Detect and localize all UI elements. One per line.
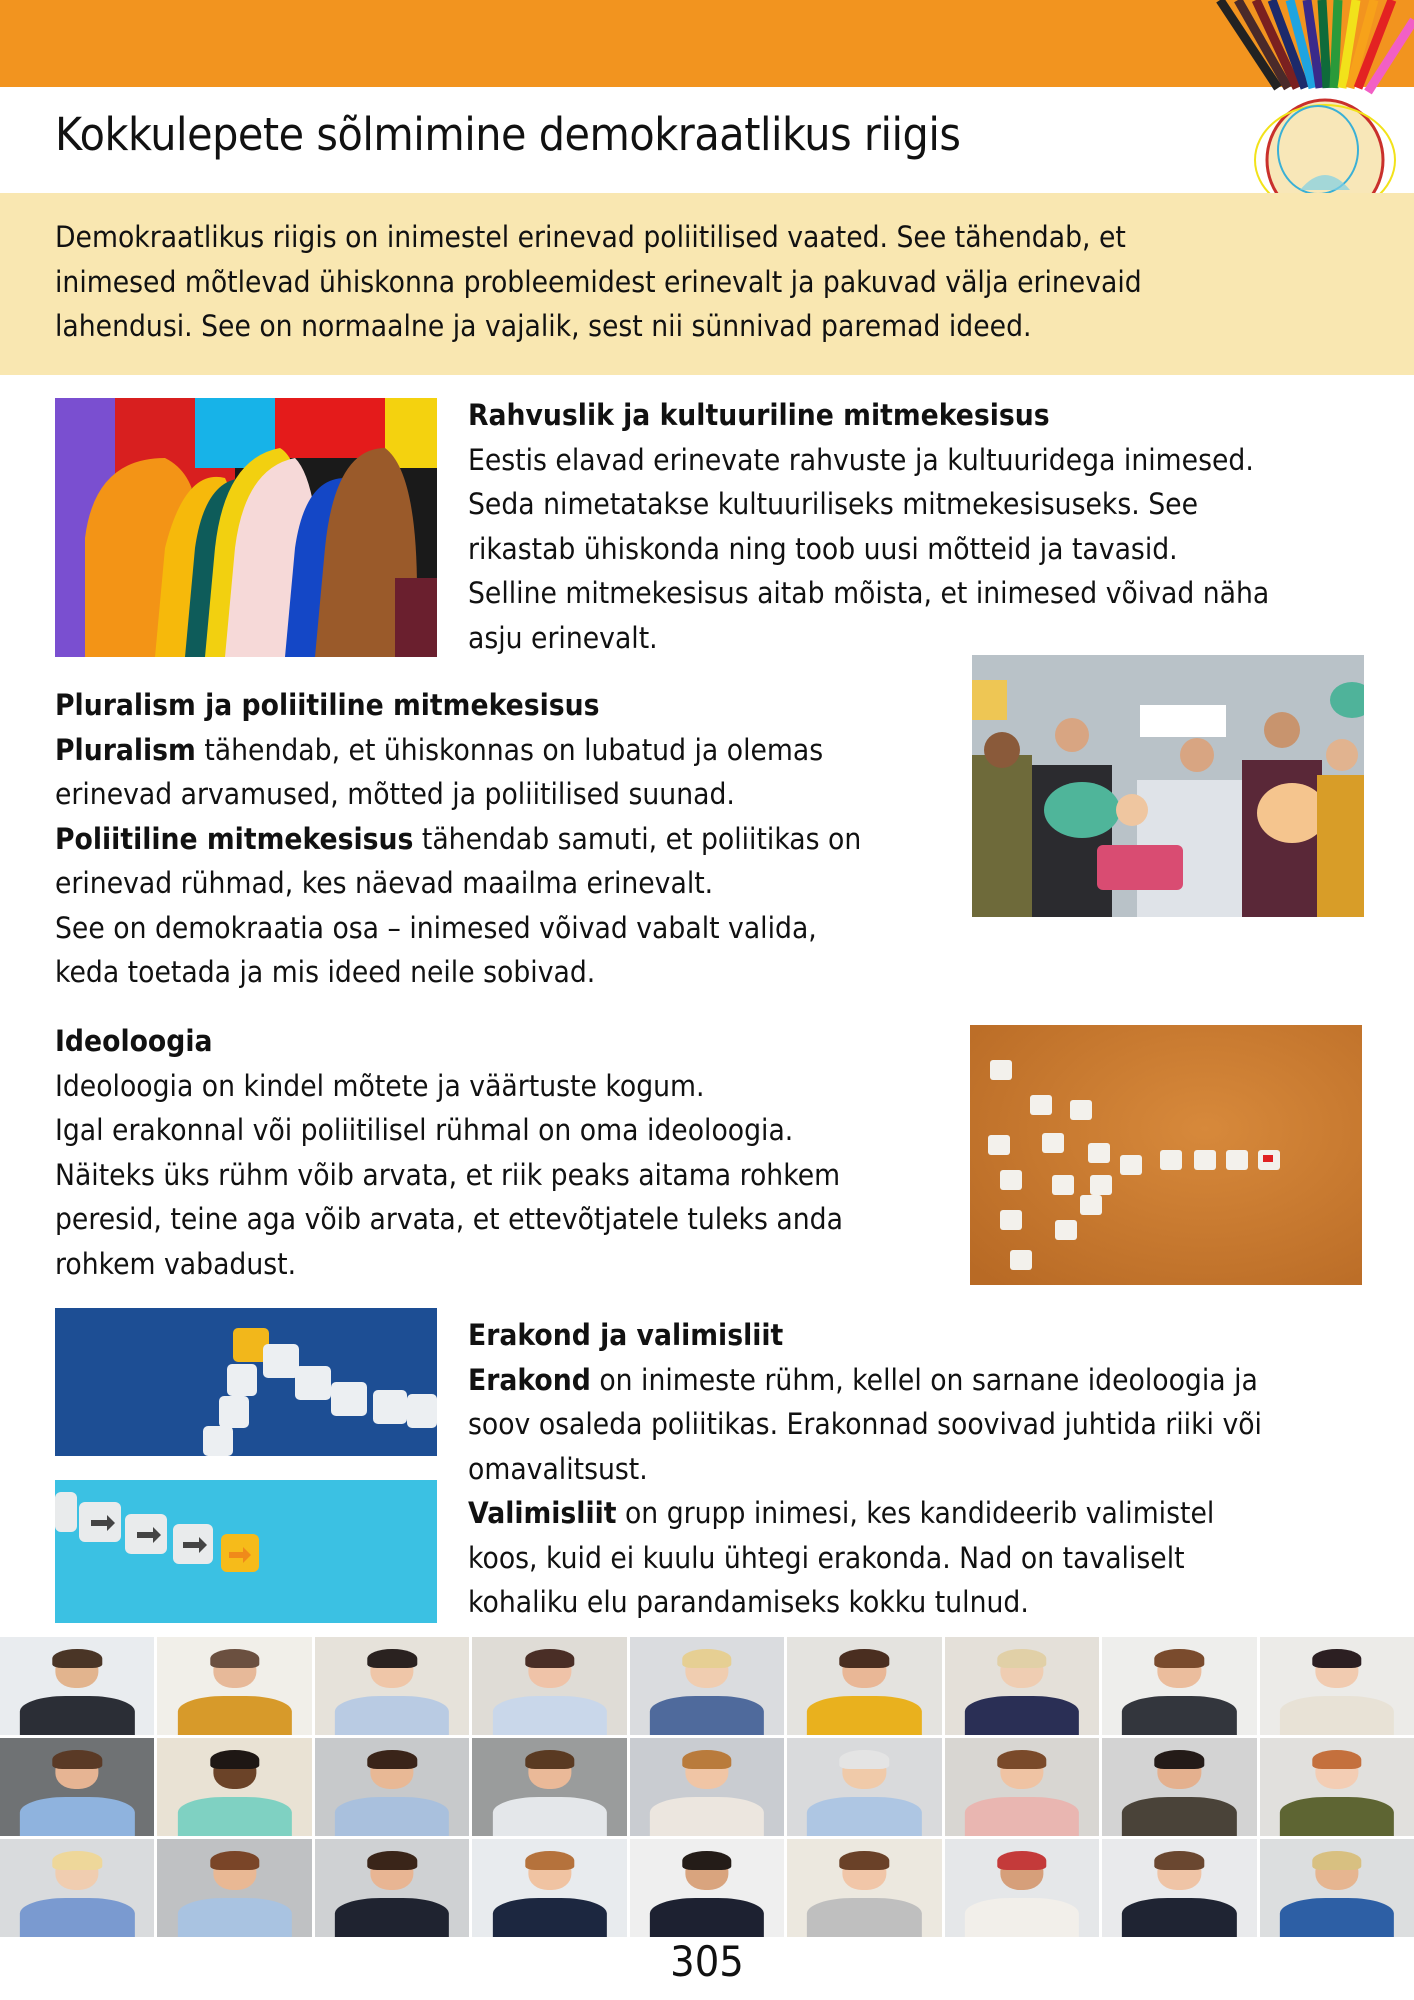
text-line: erinevad arvamused, mõtted ja poliitilised suunad.: [55, 777, 735, 811]
ideology-image: [970, 1025, 1362, 1285]
section-diversity: [468, 393, 1269, 660]
text-line: on inimeste rühm, kellel on sarnane ideoloogia ja: [590, 1362, 1258, 1397]
portrait-tile: [630, 1738, 784, 1836]
portrait-tile: [472, 1637, 626, 1735]
text-line: rohkem vabadust.: [55, 1246, 297, 1281]
text-line: kohaliku elu parandamiseks kokku tulnud.: [468, 1585, 1029, 1619]
term-electoral-alliance: Valimisliit: [468, 1496, 617, 1530]
section-party: [468, 1313, 1262, 1625]
portrait-hair: [210, 1649, 259, 1669]
portrait-hair: [1312, 1851, 1361, 1871]
portrait-tile: [945, 1738, 1099, 1836]
portrait-tile: [315, 1637, 469, 1735]
portrait-hair: [682, 1750, 731, 1770]
term-party: Erakond: [468, 1362, 591, 1397]
portrait-body: [1122, 1797, 1236, 1836]
intro-line: inimesed mõtlevad ühiskonna probleemidest erinevalt ja pakuvad välja erinevaid: [55, 264, 1142, 299]
portrait-body: [335, 1898, 449, 1937]
portrait-body: [1280, 1797, 1394, 1836]
text-line: on grupp inimesi, kes kandideerib valimistel: [616, 1496, 1215, 1530]
portrait-hair: [525, 1750, 574, 1770]
text-line: Seda nimetatakse kultuuriliseks mitmekesisuseks. See: [468, 487, 1198, 521]
portrait-tile: [157, 1738, 311, 1836]
portrait-hair: [210, 1851, 259, 1871]
portrait-body: [335, 1696, 449, 1735]
portrait-hair: [367, 1851, 416, 1871]
portrait-hair: [1312, 1649, 1361, 1669]
portrait-hair: [840, 1750, 889, 1770]
portrait-tile: [472, 1839, 626, 1937]
portrait-tile: [472, 1738, 626, 1836]
section-heading: Ideoloogia: [55, 1024, 213, 1058]
portrait-tile: [630, 1637, 784, 1735]
portrait-tile: [945, 1839, 1099, 1937]
portrait-body: [965, 1797, 1079, 1836]
portrait-hair: [997, 1851, 1046, 1871]
text-line: keda toetada ja mis ideed neile sobivad.: [55, 955, 596, 989]
portrait-body: [650, 1898, 764, 1937]
portrait-tile: [1102, 1839, 1256, 1937]
portrait-tile: [315, 1839, 469, 1937]
portrait-hair: [210, 1750, 259, 1770]
colored-pencils-icon: [1220, 0, 1414, 92]
party-image-2: [55, 1480, 437, 1623]
portrait-body: [965, 1696, 1079, 1735]
portrait-body: [1280, 1898, 1394, 1937]
portrait-tile: [630, 1839, 784, 1937]
text-line: peresid, teine aga võib arvata, et ettevõtjatele tuleks anda: [55, 1202, 843, 1236]
portrait-hair: [840, 1649, 889, 1669]
portrait-hair: [1312, 1750, 1361, 1770]
portrait-body: [807, 1898, 921, 1937]
portrait-body: [965, 1898, 1079, 1937]
portrait-tile: [787, 1839, 941, 1937]
portrait-tile: [1102, 1637, 1256, 1735]
portrait-hair: [997, 1649, 1046, 1669]
section-heading: Pluralism ja poliitiline mitmekesisus: [55, 688, 600, 722]
portrait-hair: [997, 1750, 1046, 1770]
portrait-body: [1280, 1696, 1394, 1735]
text-line: soov osaleda poliitikas. Erakonnad soovivad juhtida riiki või: [468, 1407, 1262, 1441]
portrait-body: [492, 1898, 606, 1937]
portrait-body: [807, 1797, 921, 1836]
portrait-tile: [787, 1637, 941, 1735]
portrait-tile: [1102, 1738, 1256, 1836]
portrait-body: [492, 1797, 606, 1836]
portrait-body: [20, 1898, 134, 1937]
section-heading: Erakond ja valimisliit: [468, 1318, 784, 1352]
portrait-hair: [1155, 1851, 1204, 1871]
portrait-hair: [525, 1851, 574, 1871]
text-line: asju erinevalt.: [468, 620, 658, 655]
text-line: Selline mitmekesisus aitab mõista, et inimesed võivad näha: [468, 576, 1270, 610]
portrait-body: [178, 1797, 292, 1836]
portrait-body: [20, 1696, 134, 1735]
section-pluralism: [55, 683, 861, 995]
section-heading: Rahvuslik ja kultuuriline mitmekesisus: [468, 398, 1050, 432]
portrait-tile: [787, 1738, 941, 1836]
text-line: See on demokraatia osa – inimesed võivad vabalt valida,: [55, 910, 817, 945]
portrait-body: [1122, 1898, 1236, 1937]
text-line: tähendab, et ühiskonnas on lubatud ja olemas: [195, 732, 824, 767]
portrait-tile: [157, 1839, 311, 1937]
text-line: Eestis elavad erinevate rahvuste ja kultuuridega inimesed.: [468, 442, 1254, 477]
section-ideology: [55, 1019, 843, 1286]
text-line: rikastab ühiskonda ning toob uusi mõtteid ja tavasid.: [468, 531, 1178, 566]
portrait-tile: [315, 1738, 469, 1836]
portrait-body: [178, 1696, 292, 1735]
portrait-body: [178, 1898, 292, 1937]
portrait-body: [650, 1797, 764, 1836]
text-line: koos, kuid ei kuulu ühtegi erakonda. Nad on tavaliselt: [468, 1540, 1185, 1575]
portrait-body: [807, 1696, 921, 1735]
portrait-hair: [682, 1649, 731, 1669]
portrait-tile: [945, 1637, 1099, 1735]
portrait-tile: [0, 1738, 154, 1836]
term-political-diversity: Poliitiline mitmekesisus: [55, 821, 414, 856]
text-line: erinevad rühmad, kes näevad maailma erinevalt.: [55, 866, 714, 900]
intro-line: lahendusi. See on normaalne ja vajalik, sest nii sünnivad paremad ideed.: [55, 309, 1032, 343]
term-pluralism: Pluralism: [55, 732, 196, 767]
text-line: tähendab samuti, et poliitikas on: [413, 821, 862, 856]
portrait-tile: [0, 1839, 154, 1937]
portrait-body: [20, 1797, 134, 1836]
intro-paragraph: [55, 215, 1223, 349]
portrait-hair: [53, 1750, 102, 1770]
portrait-tile: [1260, 1637, 1414, 1735]
portrait-hair: [840, 1851, 889, 1871]
portrait-tile: [1260, 1839, 1414, 1937]
portrait-hair: [53, 1649, 102, 1669]
pluralism-image: [972, 655, 1364, 917]
portrait-body: [492, 1696, 606, 1735]
portrait-body: [335, 1797, 449, 1836]
portrait-body: [650, 1696, 764, 1735]
portrait-hair: [525, 1649, 574, 1669]
portrait-tile: [0, 1637, 154, 1735]
page-title: Kokkulepete sõlmimine demokraatlikus riigis: [55, 108, 961, 161]
portrait-tile: [1260, 1738, 1414, 1836]
portrait-hair: [1155, 1750, 1204, 1770]
party-image-1: [55, 1308, 437, 1456]
text-line: Igal erakonnal või poliitilisel rühmal on oma ideoloogia.: [55, 1113, 794, 1147]
portrait-tile: [157, 1637, 311, 1735]
portrait-hair: [1155, 1649, 1204, 1669]
portrait-hair: [367, 1649, 416, 1669]
portrait-grid: [0, 1637, 1414, 1937]
text-line: omavalitsust.: [468, 1451, 648, 1486]
portrait-hair: [367, 1750, 416, 1770]
intro-line: Demokraatlikus riigis on inimestel erinevad poliitilised vaated. See tähendab, et: [55, 220, 1126, 254]
diversity-image: [55, 398, 437, 657]
portrait-hair: [682, 1851, 731, 1871]
portrait-hair: [53, 1851, 102, 1871]
text-line: Ideoloogia on kindel mõtete ja väärtuste kogum.: [55, 1068, 705, 1103]
text-line: Näiteks üks rühm võib arvata, et riik peaks aitama rohkem: [55, 1157, 841, 1192]
portrait-body: [1122, 1696, 1236, 1735]
page-number: 305: [670, 1937, 744, 1986]
